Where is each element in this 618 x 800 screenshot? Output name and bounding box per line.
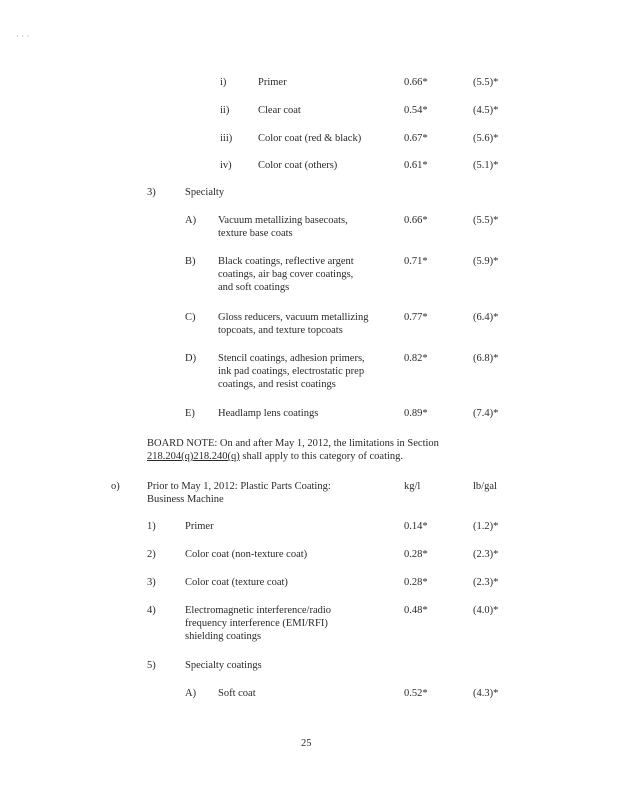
list-number: 5)	[147, 660, 156, 671]
item-label: Color coat (texture coat)	[185, 577, 288, 588]
item-label: Clear coat	[258, 105, 301, 116]
item-label: Color coat (others)	[258, 160, 338, 171]
value-lb: (5.1)*	[473, 160, 499, 171]
value-lb: (2.3)*	[473, 549, 499, 560]
item-label: coatings, air bag cover coatings,	[218, 269, 354, 280]
value-kg: 0.82*	[404, 353, 428, 364]
list-number: ii)	[220, 105, 230, 116]
list-number: iii)	[220, 133, 233, 144]
value-kg: 0.52*	[404, 688, 428, 699]
value-lb: (6.4)*	[473, 312, 499, 323]
section-heading: Prior to May 1, 2012: Plastic Parts Coating:	[147, 481, 331, 492]
list-number: B)	[185, 256, 196, 267]
value-kg: 0.71*	[404, 256, 428, 267]
value-lb: (5.5)*	[473, 77, 499, 88]
item-label: shielding coatings	[185, 631, 262, 642]
value-lb: (4.0)*	[473, 605, 499, 616]
item-label: Electromagnetic interference/radio	[185, 605, 332, 616]
item-label: Primer	[258, 77, 287, 88]
value-kg: 0.48*	[404, 605, 428, 616]
unit-header-kg: kg/l	[404, 481, 421, 492]
board-note-tail: shall apply to this category of coating.	[239, 451, 404, 462]
value-lb: (2.3)*	[473, 577, 499, 588]
item-label: topcoats, and texture topcoats	[218, 325, 343, 336]
section-heading: Specialty coatings	[185, 660, 262, 671]
value-kg: 0.54*	[404, 105, 428, 116]
item-label: Black coatings, reflective argent	[218, 256, 354, 267]
item-label: ink pad coatings, electrostatic prep	[218, 366, 365, 377]
value-lb: (5.9)*	[473, 256, 499, 267]
list-number: o)	[111, 481, 120, 492]
item-label: Gloss reducers, vacuum metallizing	[218, 312, 369, 323]
value-kg: 0.61*	[404, 160, 428, 171]
value-kg: 0.67*	[404, 133, 428, 144]
value-kg: 0.77*	[404, 312, 428, 323]
board-note-line2	[147, 450, 403, 463]
item-label: and soft coatings	[218, 282, 290, 293]
value-kg: 0.28*	[404, 549, 428, 560]
value-lb: (5.6)*	[473, 133, 499, 144]
list-number: 1)	[147, 521, 156, 532]
unit-header-lb: lb/gal	[473, 481, 497, 492]
item-label: Stencil coatings, adhesion primers,	[218, 353, 365, 364]
value-lb: (4.5)*	[473, 105, 499, 116]
item-label: texture base coats	[218, 228, 293, 239]
item-label: Headlamp lens coatings	[218, 408, 319, 419]
list-number: 2)	[147, 549, 156, 560]
list-number: D)	[185, 353, 197, 364]
page-number: 25	[301, 738, 312, 749]
value-lb: (6.8)*	[473, 353, 499, 364]
list-number: 3)	[147, 187, 156, 198]
value-kg: 0.28*	[404, 577, 428, 588]
section-heading: Business Machine	[147, 494, 224, 505]
list-number: 4)	[147, 605, 156, 616]
item-label: Soft coat	[218, 688, 256, 699]
section-reference-added: 218.240(q)	[193, 451, 240, 462]
list-number: A)	[185, 215, 197, 226]
list-number: iv)	[220, 160, 232, 171]
item-label: Primer	[185, 521, 214, 532]
value-lb: (7.4)*	[473, 408, 499, 419]
corner-marks: · · ·	[16, 31, 30, 41]
value-kg: 0.66*	[404, 77, 428, 88]
list-number: A)	[185, 688, 197, 699]
value-lb: (4.3)*	[473, 688, 499, 699]
list-number: i)	[220, 77, 227, 88]
value-lb: (1.2)*	[473, 521, 499, 532]
list-number: E)	[185, 408, 195, 419]
value-kg: 0.89*	[404, 408, 428, 419]
item-label: Color coat (non-texture coat)	[185, 549, 308, 560]
item-label: coatings, and resist coatings	[218, 379, 336, 390]
value-kg: 0.66*	[404, 215, 428, 226]
item-label: Vacuum metallizing basecoats,	[218, 215, 348, 226]
list-number: C)	[185, 312, 196, 323]
list-number: 3)	[147, 577, 156, 588]
section-heading: Specialty	[185, 187, 225, 198]
value-kg: 0.14*	[404, 521, 428, 532]
item-label: frequency interference (EMI/RFI)	[185, 618, 328, 629]
value-lb: (5.5)*	[473, 215, 499, 226]
section-reference-deleted: 218.204(q)	[147, 451, 194, 462]
board-note: BOARD NOTE: On and after May 1, 2012, the limitations in Section	[147, 438, 439, 449]
item-label: Color coat (red & black)	[258, 133, 362, 144]
